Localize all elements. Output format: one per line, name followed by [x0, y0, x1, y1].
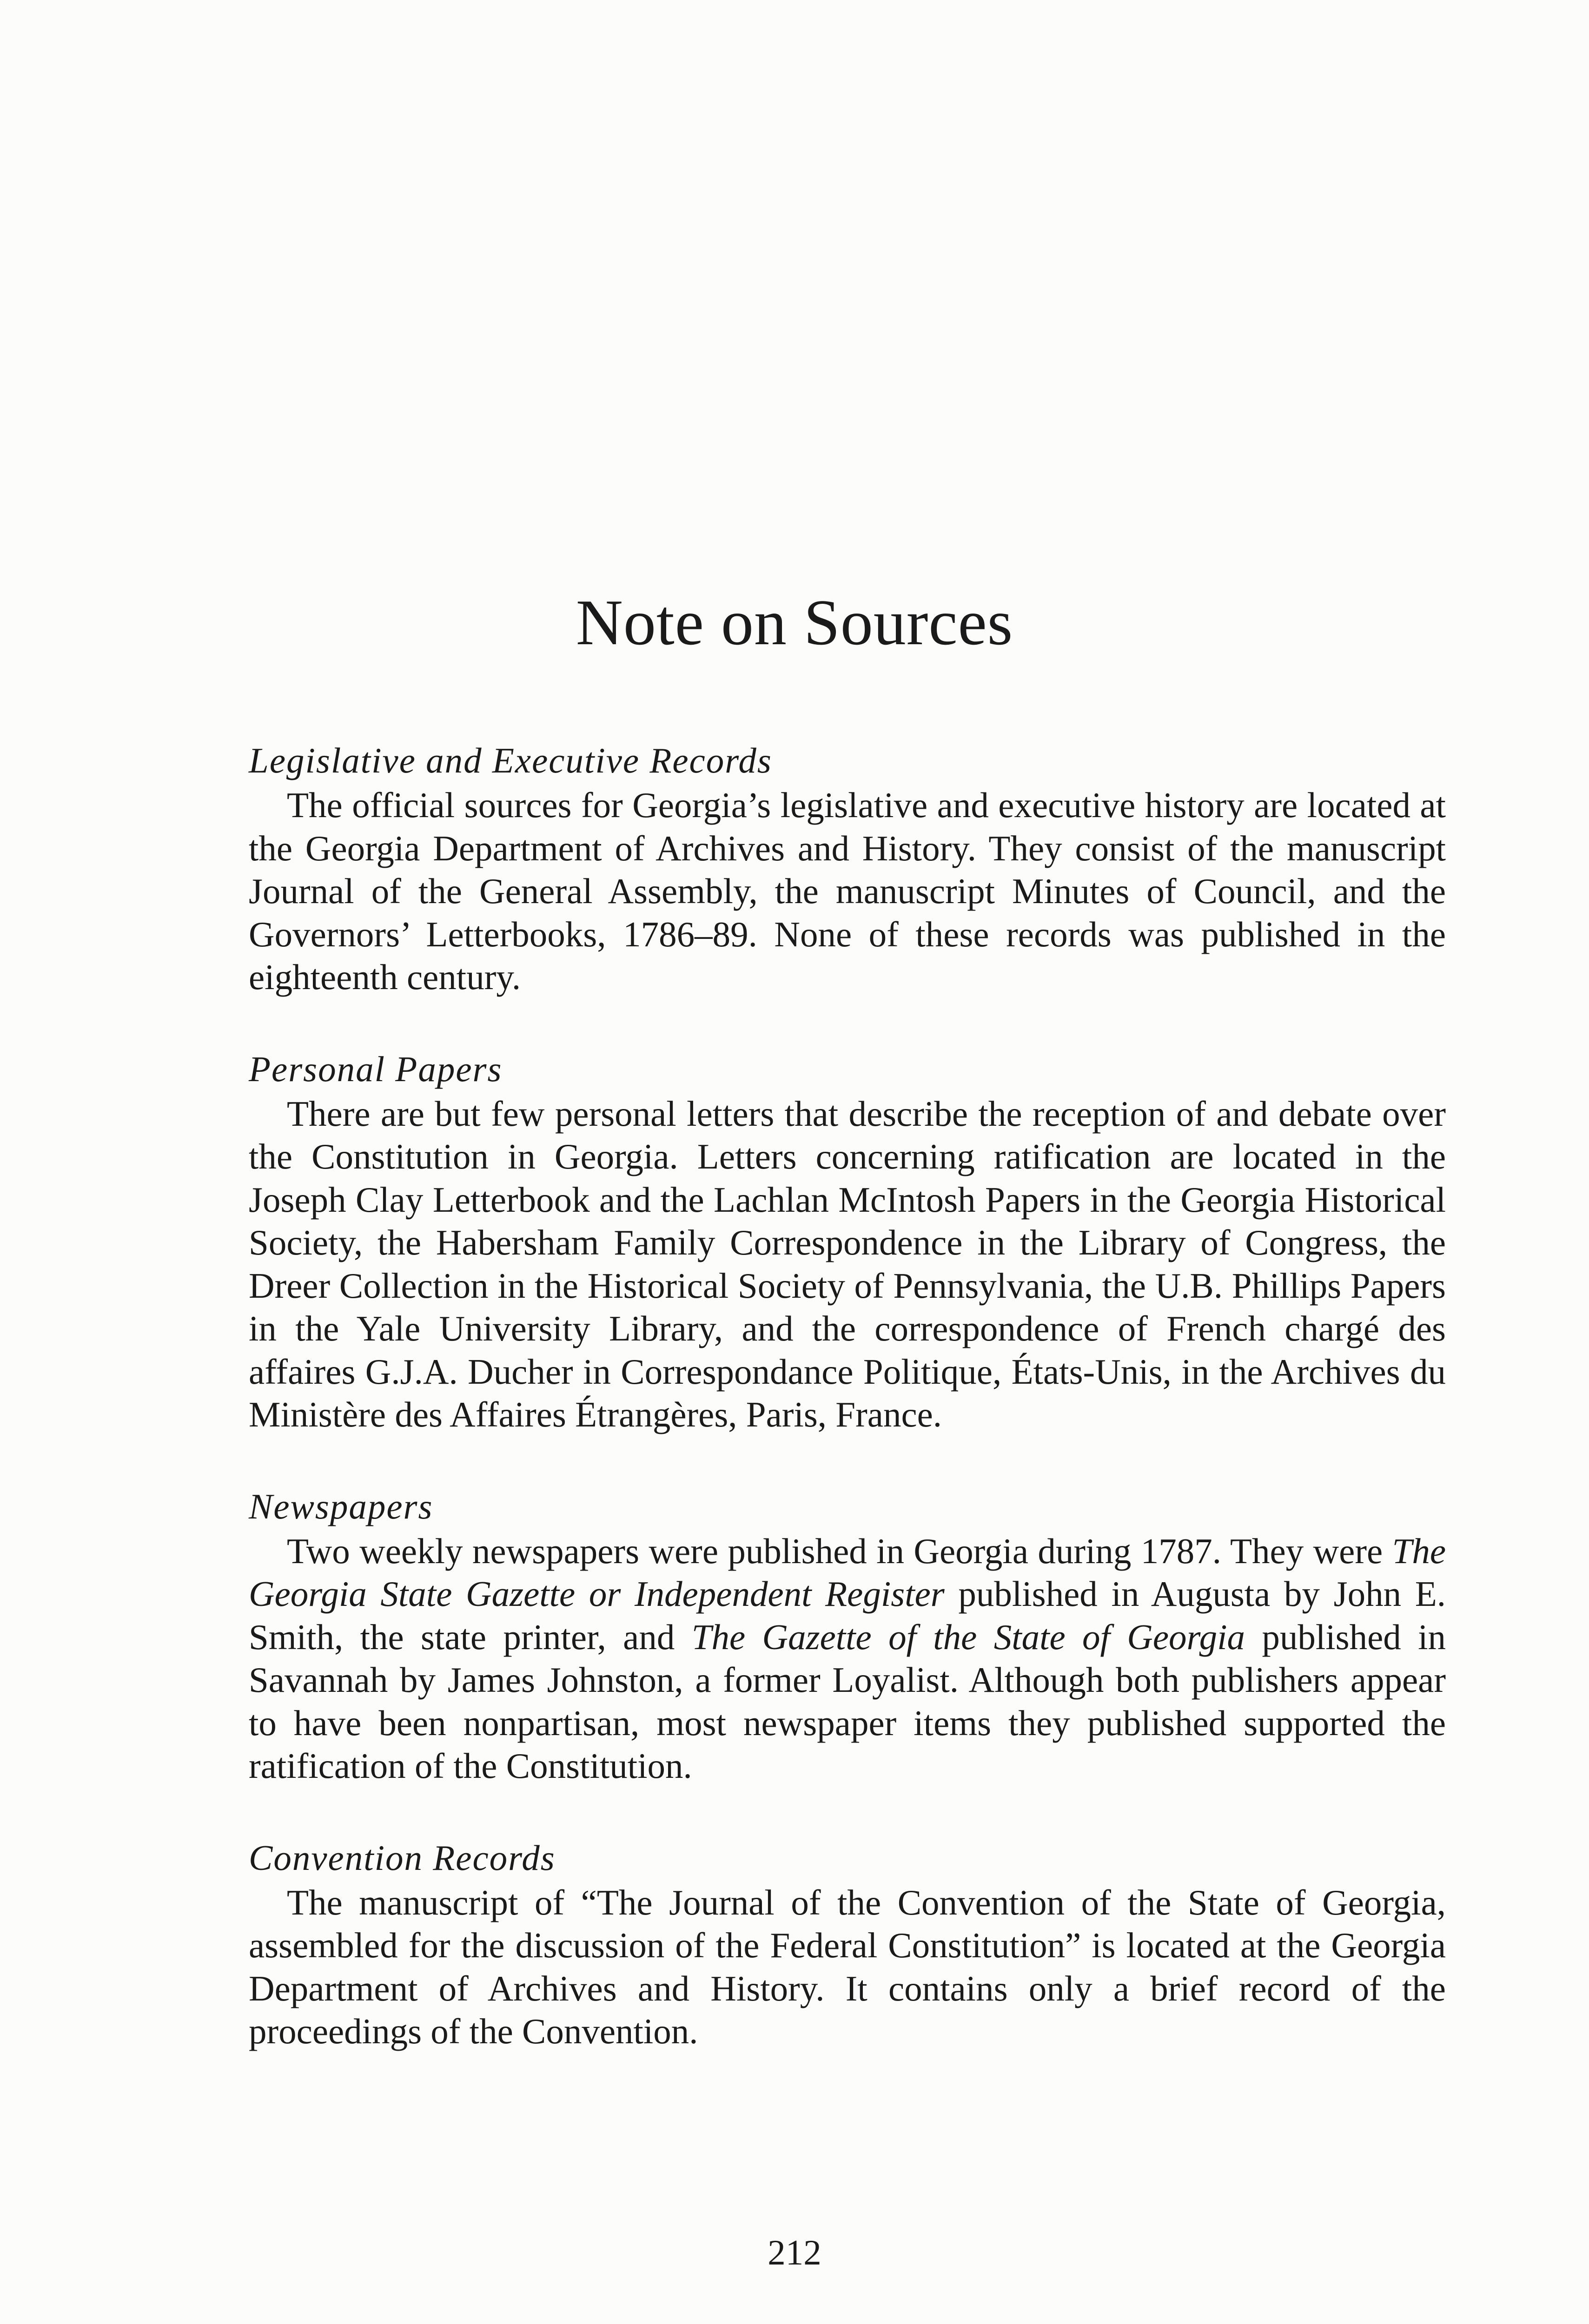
- body-content: [249, 739, 1446, 2102]
- section-paragraph: The official sources for Georgia’s legislative and executive history are located at the Georgia Department of Archives and History. They consist of the manuscript Journal of the General Assembly, the manuscript Minutes of Council, and the Governors’ Letterbooks, 1786–89. None of these records was published in the eighteenth century.: [249, 785, 1446, 997]
- section-paragraph: [249, 1530, 1446, 1788]
- paragraph-text: published in Savannah by James Johnston, a former Loyalist. Although both publishers appear to have been nonpartisan, most newspaper items they published supported the ratification of the Constitution.: [249, 1617, 1446, 1786]
- section-paragraph: The manuscript of “The Journal of the Convention of the State of Georgia, assembled for the discussion of the Federal Constitution” is located at the Georgia Department of Archives and History. It contains only a brief record of the proceedings of the Convention.: [249, 1882, 1446, 2051]
- page-number: 212: [768, 2232, 821, 2272]
- section-newspapers: [249, 1485, 1446, 1788]
- newspaper-title: The Gazette of the State of Georgia: [691, 1617, 1245, 1657]
- page-title: Note on Sources: [576, 587, 1013, 659]
- section-personal-papers: [249, 1048, 1446, 1436]
- section-heading: Personal Papers: [249, 1049, 503, 1089]
- paragraph-text: published in Augusta by John E. Smith, the state printer, and: [249, 1574, 1446, 1657]
- section-heading: Convention Records: [249, 1837, 556, 1878]
- paragraph-text: Two weekly newspapers were published in Georgia during 1787. They were: [287, 1531, 1392, 1571]
- section-heading: Legislative and Executive Records: [249, 740, 772, 780]
- section-heading: Newspapers: [249, 1486, 433, 1526]
- newspaper-title: The Georgia State Gazette or Independent Register: [249, 1531, 1446, 1614]
- section-legislative-records: [249, 739, 1446, 999]
- section-convention-records: [249, 1836, 1446, 2053]
- section-paragraph: There are but few personal letters that describe the reception of and debate over the Constitution in Georgia. Letters concerning ratification are located in the Joseph Clay Letterbook and the Lachlan McIntosh Papers in the Georgia Historical Society, the Habersham Family Correspondence in the Library of Congress, the Dreer Collection in the Historical Society of Pennsylvania, the U.B. Phillips Papers in the Yale University Library, and the correspondence of French chargé des affaires G.J.A. Ducher in Correspondance Politique, États-Unis, in the Archives du Ministère des Affaires Étrangères, Paris, France.: [249, 1093, 1446, 1434]
